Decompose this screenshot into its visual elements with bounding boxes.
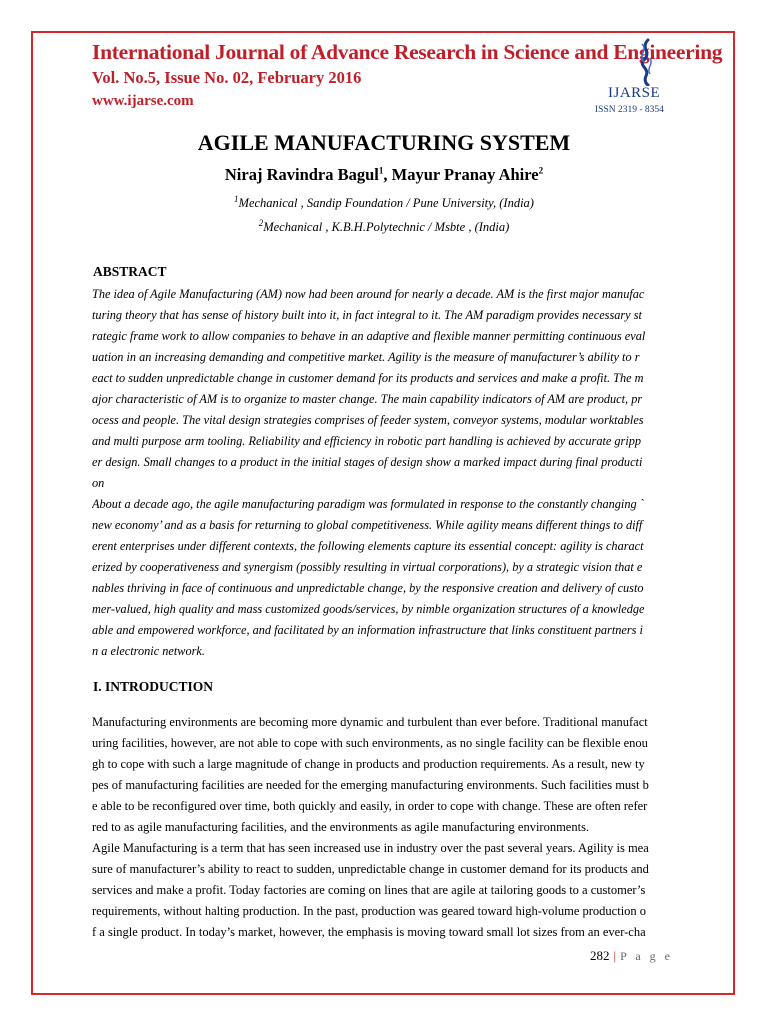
author-affiliation-mark: 2 — [538, 165, 544, 176]
issn: ISSN 2319 - 8354 — [595, 105, 664, 115]
text-line: requirements, without halting production. In the past, production was geared toward high-volume production o — [92, 904, 647, 918]
text-line: red to as agile manufacturing facilities, and the environments as agile manufacturing environments. — [92, 820, 590, 834]
text-line: ocess and people. The vital design strategies comprises of feeder system, conveyor systems, modular worktables — [92, 413, 644, 427]
ijarse-logo-icon — [632, 38, 660, 86]
affiliation-mark: 1 — [234, 193, 239, 204]
text-line: services and make a profit. Today factories are coming on lines that are agile at tailoring goods to a customer’s — [92, 883, 646, 897]
text-line: uation in an increasing demanding and competitive market. Agility is the measure of manufacturer’s ability to r — [92, 350, 640, 364]
page-number: 282 — [590, 948, 610, 963]
affiliation — [0, 193, 768, 211]
introduction-heading: I. INTRODUCTION — [93, 679, 214, 694]
text-line: About a decade ago, the agile manufacturing paradigm was formulated in response to the constantly changing ` — [92, 497, 644, 511]
page-label: P a g e — [620, 949, 673, 963]
text-line: erent enterprises under different contexts, the following elements capture its essential concept: agility is charact — [92, 539, 644, 553]
text-line: f a single product. In today’s market, however, the emphasis is moving toward small lot sizes from an ever-cha — [92, 925, 646, 939]
text-line: e able to be reconfigured over time, both quickly and easily, in order to cope with change. These are often refer — [92, 799, 648, 813]
text-line: nables thriving in face of continuous and unpredictable change, by the responsive creation and delivery of custo — [92, 581, 644, 595]
text-line: on — [92, 476, 105, 490]
author-name: Mayur Pranay Ahire — [391, 165, 539, 184]
affiliation-text: Mechanical , Sandip Foundation / Pune University, (India) — [238, 196, 534, 210]
affiliation — [0, 217, 768, 235]
text-line: pes of manufacturing facilities are needed for the emerging manufacturing environments. Such facilities must b — [92, 778, 649, 792]
paper-title: AGILE MANUFACTURING SYSTEM — [197, 130, 571, 155]
text-line: turing theory that has sense of history built into it, in fact integral to it. The AM paradigm provides necessary st — [92, 308, 642, 322]
issue-info: Vol. No.5, Issue No. 02, February 2016 — [92, 68, 362, 87]
author-list — [0, 165, 768, 185]
text-line: rategic frame work to allow companies to behave in an adaptive and flexible manner permitting continuous eval — [92, 329, 646, 343]
page-footer — [590, 948, 673, 964]
author-name: Niraj Ravindra Bagul — [224, 165, 379, 184]
logo-name: IJARSE — [608, 85, 661, 101]
text-line: gh to cope with such a large magnitude of change in products and production requirements. As a result, new ty — [92, 757, 645, 771]
affiliation-mark: 2 — [258, 217, 264, 228]
text-line: erized by cooperativeness and synergism (possibly resulting in virtual corporations), by a strategic vision that e — [92, 560, 643, 574]
abstract-heading: ABSTRACT — [93, 264, 167, 279]
text-line: able and empowered workforce, and facilitated by an information infrastructure that links constituent partners i — [92, 623, 643, 637]
author-affiliation-mark: 1 — [378, 165, 384, 176]
text-line: Agile Manufacturing is a term that has seen increased use in industry over the past several years. Agility is mea — [92, 841, 649, 855]
text-line: er design. Small changes to a product in the initial stages of design show a marked impact during final producti — [92, 455, 643, 469]
text-line: n a electronic network. — [92, 644, 205, 658]
text-line: ajor characteristic of AM is to organize to master change. The main capability indicators of AM are product, pr — [92, 392, 643, 406]
text-line: sure of manufacturer’s ability to react to sudden, unpredictable change in customer demand for its products and — [92, 862, 649, 876]
text-line: mer-valued, high quality and mass customized goods/services, by nimble organization structures of a knowledge — [92, 602, 645, 616]
introduction-text — [92, 712, 680, 943]
text-line: uring facilities, however, are not able to cope with such environments, as no single facility can be flexible enou — [92, 736, 648, 750]
abstract-text — [92, 284, 680, 662]
journal-website[interactable]: www.ijarse.com — [92, 93, 194, 109]
text-line: new economy’ and as a basis for returning to global competitiveness. While agility means different things to diff — [92, 518, 643, 532]
text-line: eact to sudden unpredictable change in customer demand for its products and services and make a profit. The m — [92, 371, 644, 385]
author-separator: , — [383, 165, 392, 184]
text-line: Manufacturing environments are becoming more dynamic and turbulent than ever before. Traditional manufact — [92, 715, 648, 729]
text-line: and multi purpose arm tooling. Reliability and efficiency in robotic part handling is achieved by accurate gripp — [92, 434, 642, 448]
footer-separator: | — [613, 948, 617, 963]
affiliation-text: Mechanical , K.B.H.Polytechnic / Msbte , (India) — [263, 220, 510, 234]
journal-title: International Journal of Advance Research in Science and Engineering — [92, 40, 723, 64]
text-line: The idea of Agile Manufacturing (AM) now had been around for nearly a decade. AM is the first major manufac — [92, 287, 645, 301]
